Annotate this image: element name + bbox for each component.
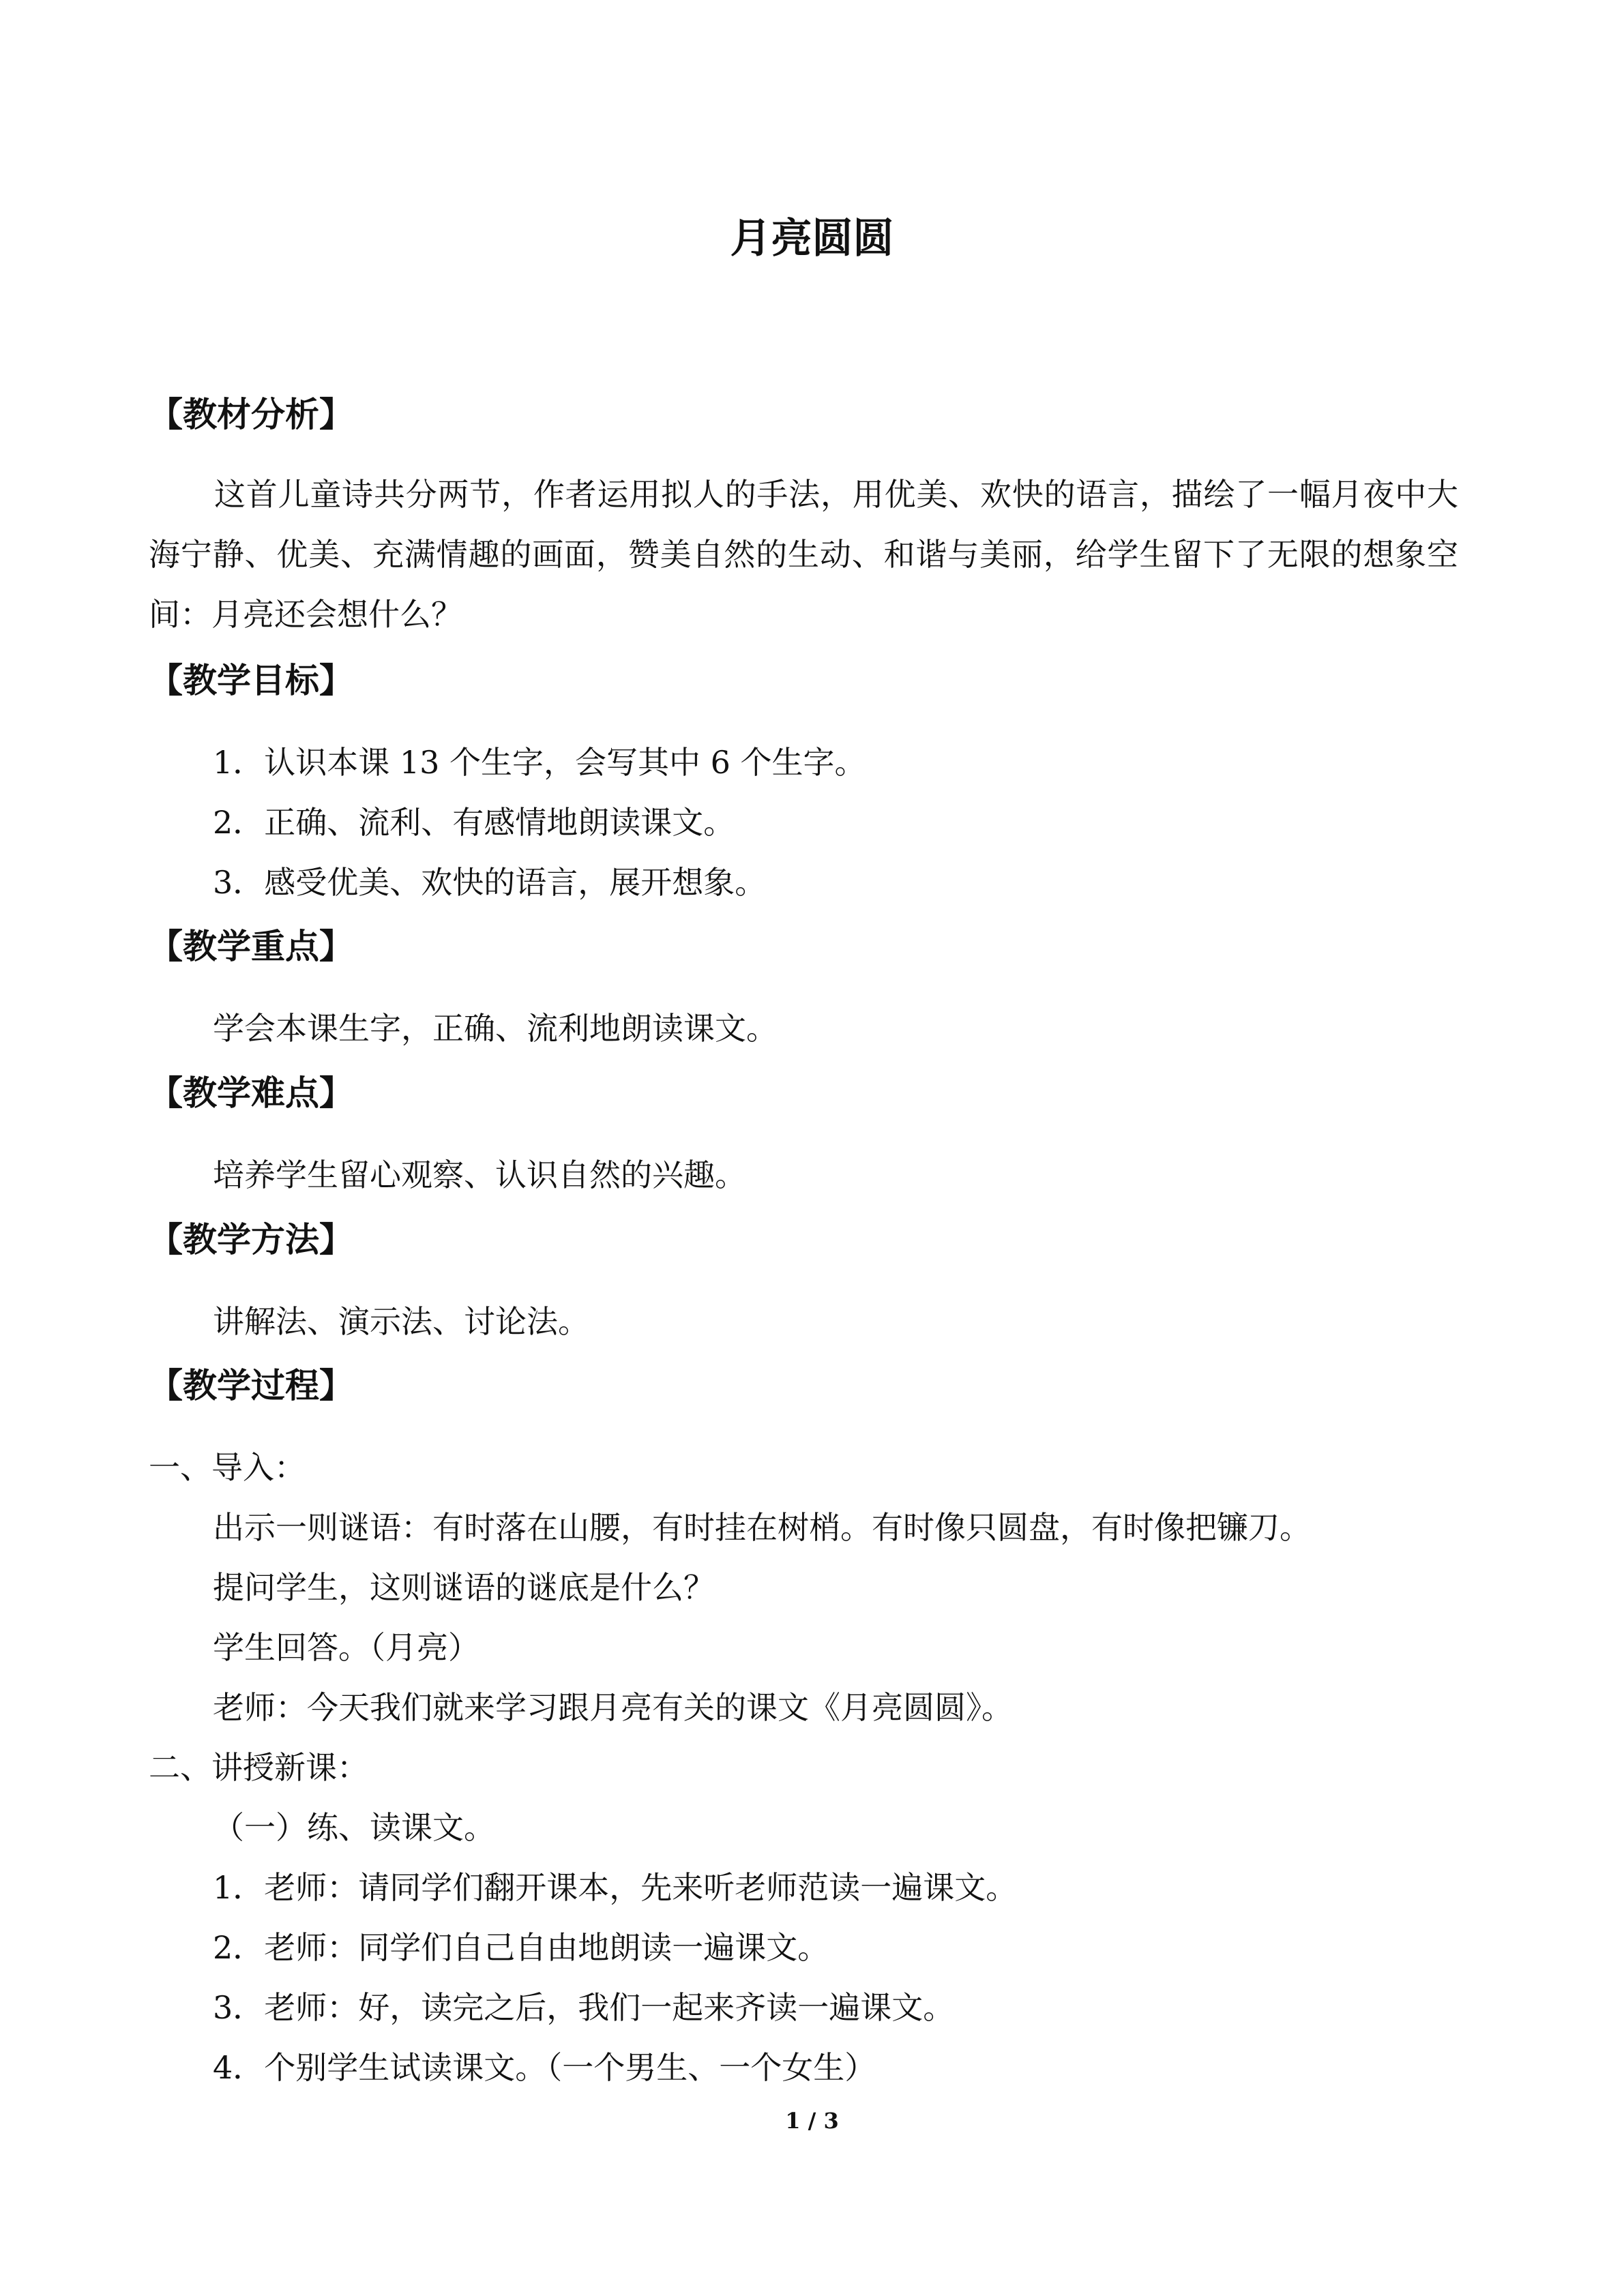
process-line: 出示一则谜语：有时落在山腰，有时挂在树梢。有时像只圆盘，有时像把镰刀。 [213,1509,1311,1546]
process-part2-title: 二、讲授新课： [149,1749,368,1786]
objective-item: 2．正确、流利、有感情地朗读课文。 [213,804,735,841]
process-part2-subtitle: （一）练、读课文。 [213,1809,495,1846]
heading-analysis: 【教材分析】 [149,394,353,434]
page-title: 月亮圆圆 [730,215,894,263]
process-line: 4．个别学生试读课文。（一个男生、一个女生） [213,2049,876,2086]
objective-item: 1．认识本课 13 个生字，会写其中 6 个生字。 [213,744,866,781]
heading-difficulties: 【教学难点】 [149,1073,353,1113]
difficulties-text: 培养学生留心观察、认识自然的兴趣。 [213,1157,746,1193]
process-line: 学生回答。（月亮） [213,1629,479,1666]
process-line: 提问学生，这则谜语的谜底是什么？ [213,1569,715,1606]
heading-methods: 【教学方法】 [149,1219,353,1259]
process-line: 1．老师：请同学们翻开课本，先来听老师范读一遍课文。 [213,1869,1018,1906]
process-line: 老师：今天我们就来学习跟月亮有关的课文《月亮圆圆》。 [213,1689,1013,1726]
process-part1-title: 一、导入： [149,1449,306,1486]
key-points-text: 学会本课生字，正确、流利地朗读课文。 [213,1010,778,1047]
analysis-paragraph: 这首儿童诗共分两节，作者运用拟人的手法，用优美、欢快的语言，描绘了一幅月夜中大海宁静、优美、充满情趣的画面，赞美自然的生动、和谐与美丽，给学生留下了无限的想象空间：月亮还会想什么？ [149,476,1458,633]
heading-process: 【教学过程】 [149,1365,353,1405]
objective-item: 3．感受优美、欢快的语言，展开想象。 [213,864,767,901]
page-number: 1 / 3 [785,2108,839,2134]
process-line: 2．老师：同学们自己自由地朗读一遍课文。 [213,1929,829,1966]
methods-text: 讲解法、演示法、讨论法。 [213,1303,589,1340]
heading-key-points: 【教学重点】 [149,926,353,966]
process-line: 3．老师：好，读完之后，我们一起来齐读一遍课文。 [213,1989,955,2026]
heading-objectives: 【教学目标】 [149,660,353,700]
